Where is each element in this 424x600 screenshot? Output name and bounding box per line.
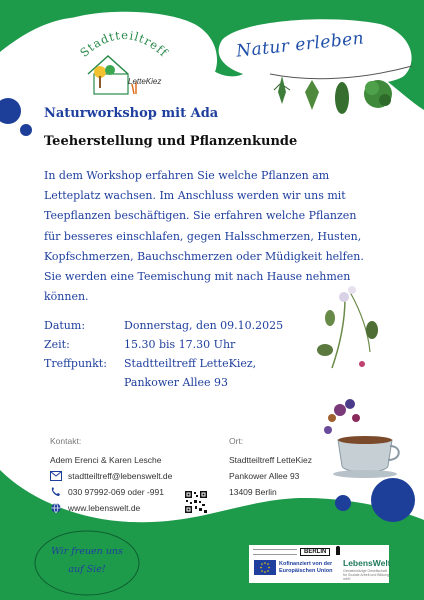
- freuen-line-1: Wir freuen uns: [51, 546, 123, 557]
- treffpunkt-value-2: Pankower Allee 93: [124, 376, 229, 389]
- treffpunkt-label: Treffpunkt:: [44, 357, 107, 370]
- freuen-text: [40, 543, 134, 579]
- contact-email-row[interactable]: [50, 471, 172, 481]
- lebenswelt-subtitle: Gemeinnützige Gesellschaft für Soziale Arbeit und Bildung mbH: [343, 569, 389, 581]
- natur-erleben-heading: Natur erleben: [235, 28, 366, 62]
- lebenswelt-logo: LebensWelt: [343, 558, 391, 568]
- envelope-icon: [50, 471, 62, 481]
- berlin-logo: BERLIN: [300, 548, 330, 556]
- blue-dot-small-left: [20, 124, 32, 136]
- ort-line-3: 13409 Berlin: [229, 487, 277, 497]
- logo-kiez-text: LetteKiez: [128, 77, 162, 86]
- ort-line-1: Stadtteiltreff LetteKiez: [229, 455, 313, 465]
- datum-value: Donnerstag, den 09.10.2025: [124, 319, 284, 332]
- herb-bundle-4-icon: [364, 80, 392, 108]
- contact-email[interactable]: stadtteiltreff@lebenswelt.de: [68, 471, 173, 481]
- ort-heading: Ort:: [229, 436, 244, 446]
- contact-web[interactable]: www.lebenswelt.de: [68, 503, 141, 513]
- logo-graphic-icon: [70, 20, 178, 100]
- tea-cup-icon: [324, 399, 399, 478]
- eu-line-2: Europäischen Union: [279, 568, 333, 574]
- phone-icon: [50, 487, 62, 497]
- eu-text: [279, 561, 332, 575]
- blue-dot-large-right: [371, 478, 415, 522]
- freuen-line-2: auf Sie!: [68, 564, 106, 575]
- zeit-label: Zeit:: [44, 338, 70, 351]
- eu-flag-icon: [254, 560, 276, 575]
- blue-dot-large-left: [0, 98, 21, 124]
- workshop-title: Naturworkshop mit Ada: [44, 106, 219, 121]
- stadtteiltreff-logo: [70, 20, 178, 100]
- contact-names: Adem Erenci & Karen Lesche: [50, 455, 162, 465]
- datum-label: Datum:: [44, 319, 86, 332]
- sponsor-line: [253, 549, 297, 555]
- globe-icon: [50, 503, 62, 513]
- workshop-subtitle: Teeherstellung und Pflanzenkunde: [44, 134, 298, 149]
- contact-phone-row[interactable]: [50, 487, 164, 497]
- logo-arc-text: Stadtteiltreff: [77, 27, 171, 60]
- zeit-value: 15.30 bis 17.30 Uhr: [124, 338, 236, 351]
- eu-line-1: Kofinanziert von der: [279, 561, 333, 567]
- ort-line-2: Pankower Allee 93: [229, 471, 300, 481]
- berlin-bear-icon: [334, 545, 342, 557]
- contact-web-row[interactable]: [50, 503, 140, 513]
- treffpunkt-value-1: Stadtteiltreff LetteKiez,: [124, 357, 257, 370]
- qr-code[interactable]: [184, 490, 208, 514]
- contact-phone[interactable]: 030 97992-069 oder -991: [68, 487, 164, 497]
- svg-text:Stadtteiltreff: [77, 28, 171, 60]
- herb-bundle-3-icon: [335, 82, 349, 114]
- contact-heading: Kontakt:: [50, 436, 82, 446]
- blue-dot-small-right: [335, 495, 351, 511]
- herb-bundle-2-icon: [305, 80, 319, 110]
- workshop-description: In dem Workshop erfahren Sie welche Pflanzen am Letteplatz wachsen. Im Anschluss werden wir uns mit Teepflanzen beschäftigen. Sie erfahren welche Pflanzen für besseres einschlafen, gegen Halsschmerzen, Husten, Kopfschmerzen, Bauchschmerzen oder Müdigkeit helfen. Sie werden eine Teemischung mit nach Hause nehmen können.: [44, 169, 364, 304]
